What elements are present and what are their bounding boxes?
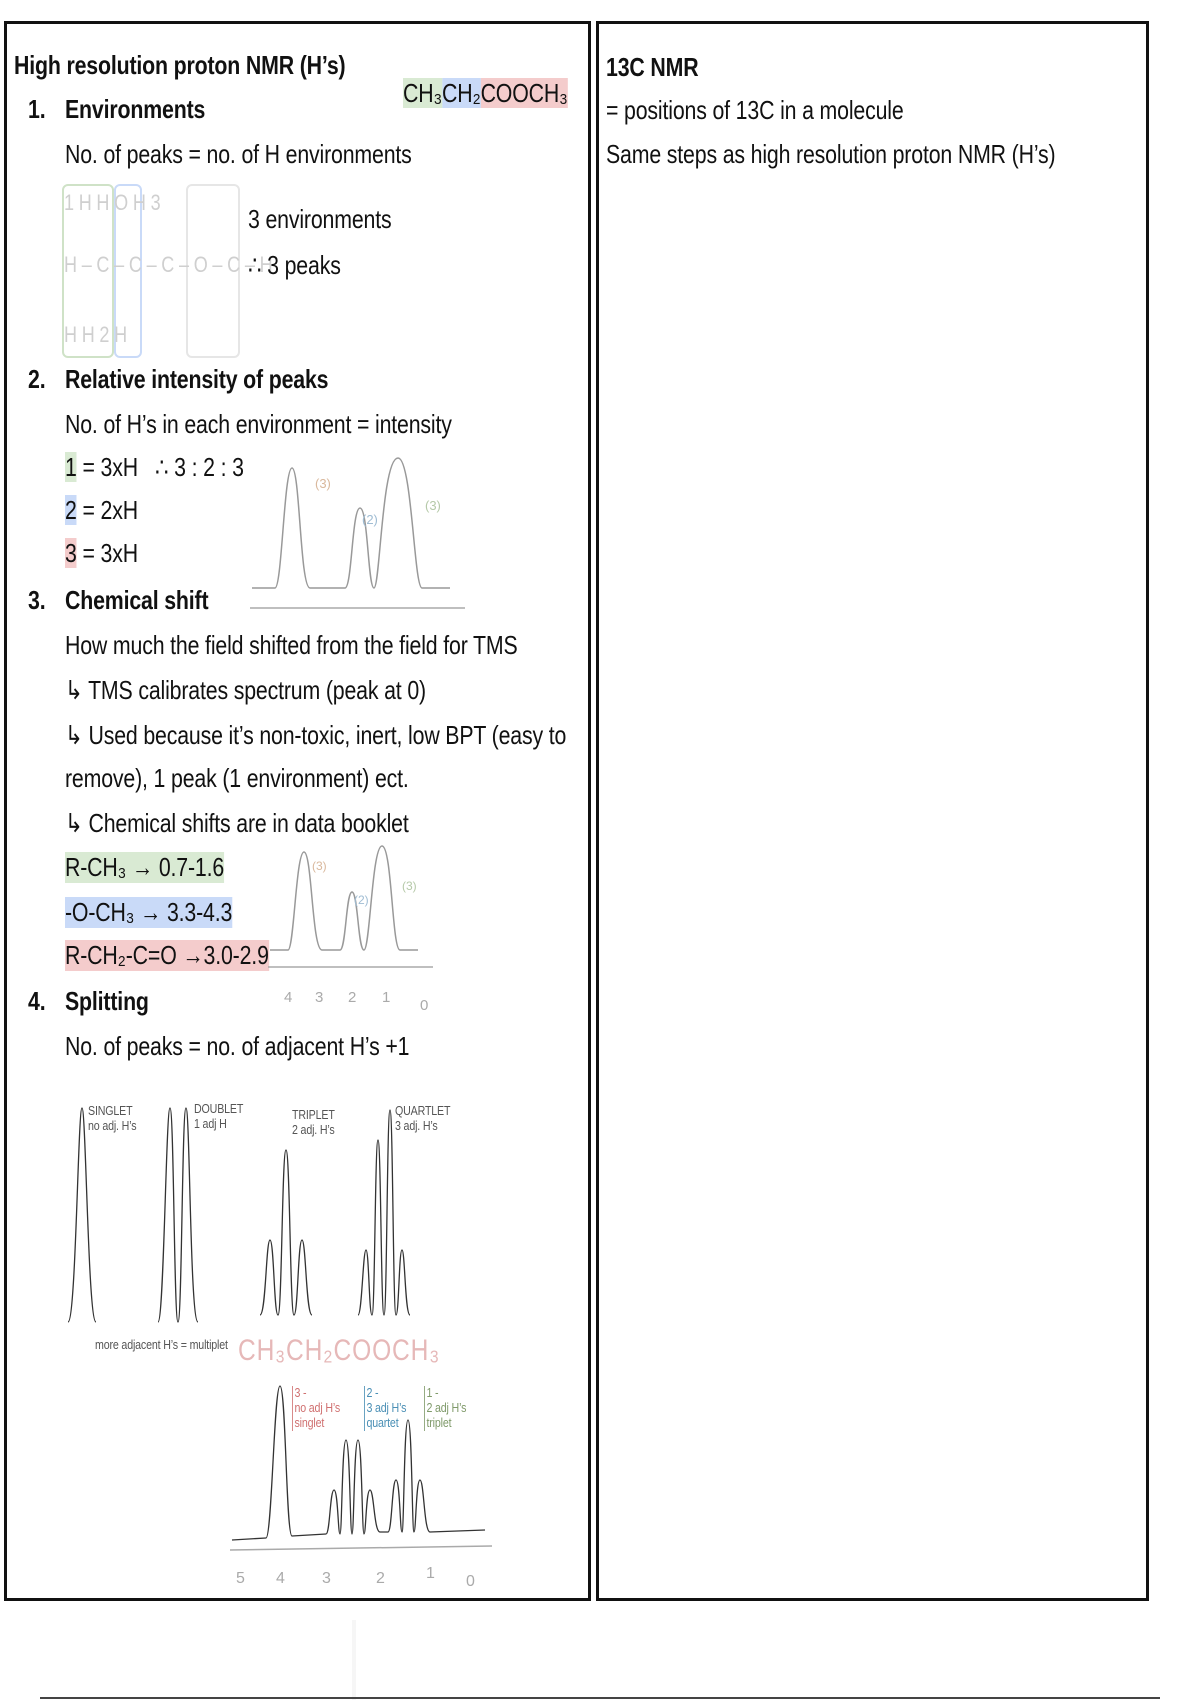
section-1-line: No. of peaks = no. of H environments <box>65 139 412 169</box>
env-3-tag: 3 <box>65 538 77 568</box>
shift-peak-label-a: (3) <box>312 859 327 873</box>
shift-o-ch3: -O-CH₃ → 3.3-4.3 <box>65 897 233 927</box>
doublet-label: DOUBLET 1 adj H <box>194 1101 244 1131</box>
intensity-ratio: ∴ 3 : 2 : 3 <box>155 452 244 482</box>
section-3-line: How much the field shifted from the field for TMS <box>65 630 518 660</box>
formula-cooch3: COOCH₃ <box>480 78 568 108</box>
doublet-peaks <box>158 1108 198 1322</box>
right-line-2: Same steps as high resolution proton NMR (H’s) <box>606 139 1056 169</box>
shift-peak-label-c: (3) <box>402 879 417 893</box>
formula-sketch: CH₃CH₂COOCH₃ <box>238 1334 441 1367</box>
env-1-tag: 1 <box>65 452 77 482</box>
quartet-label: QUARTLET 3 adj. H’s <box>395 1103 451 1133</box>
formula-label <box>403 78 568 109</box>
structure-top-row: 1 H H O H 3 <box>64 190 161 215</box>
environment-count: 3 environments <box>248 204 392 234</box>
env-2-value: = 2xH <box>76 495 138 525</box>
shift-peak-label-b: (2) <box>354 893 369 907</box>
section-1-heading: Environments <box>65 94 206 124</box>
structure-bottom-row: H H 2 H <box>64 322 128 347</box>
ester-axis-3: 3 <box>322 1570 331 1587</box>
shift-spectrum-sketch <box>268 842 448 1022</box>
left-title: High resolution proton NMR (H’s) <box>14 50 346 80</box>
right-title: 13C NMR <box>606 52 699 82</box>
intensity-peaks <box>252 458 450 588</box>
multiplet-note: more adjacent H’s = multiplet <box>95 1337 228 1352</box>
tms-bullet-1: ↳ TMS calibrates spectrum (peak at 0) <box>65 675 426 705</box>
ester-axis-1: 1 <box>426 1565 435 1582</box>
intensity-3 <box>65 538 138 569</box>
section-2-heading: Relative intensity of peaks <box>65 364 329 394</box>
singlet-label: SINGLET no adj. H’s <box>88 1103 137 1133</box>
ester-axis-5: 5 <box>236 1570 245 1587</box>
page-bottom-rule <box>40 1697 1160 1699</box>
intensity-peak-label-c: (3) <box>425 498 441 513</box>
section-1-number: 1. <box>28 94 46 124</box>
section-4-heading: Splitting <box>65 986 149 1016</box>
shift-r-ch2-co: R-CH₂-C=O →3.0-2.9 <box>65 940 269 970</box>
tms-bullet-2b: remove), 1 peak (1 environment) ect. <box>65 763 409 793</box>
shift-axis-0: 0 <box>420 997 429 1014</box>
ester-axis-2: 2 <box>376 1570 385 1587</box>
tms-bullet-3: ↳ Chemical shifts are in data booklet <box>65 808 409 838</box>
intensity-peak-label-b: (2) <box>362 512 378 527</box>
structure-middle-row: H – C – C – C – O – C – H <box>64 252 273 277</box>
tms-bullet-2a: ↳ Used because it’s non-toxic, inert, low BPT (easy to <box>65 720 567 750</box>
peak-count: ∴ 3 peaks <box>248 250 341 280</box>
intensity-1 <box>65 452 138 483</box>
triplet-label: TRIPLET 2 adj. H’s <box>292 1107 335 1137</box>
shift-peaks <box>270 846 418 950</box>
peak-1-annotation: 1 - 2 adj H’s triplet <box>424 1386 466 1431</box>
shift-axis-3: 3 <box>315 989 324 1006</box>
intensity-peak-label-a: (3) <box>315 476 331 491</box>
env-3-value: = 3xH <box>76 538 138 568</box>
peak-3-annotation: 3 - no adj H’s singlet <box>292 1386 340 1431</box>
right-line-1: = positions of 13C in a molecule <box>606 95 904 125</box>
formula-ch3: CH₃ <box>403 78 442 108</box>
section-3-heading: Chemical shift <box>65 585 209 615</box>
triplet-peaks <box>260 1150 312 1315</box>
propyl-ester-baseline <box>230 1546 492 1550</box>
intensity-2 <box>65 495 138 526</box>
scan-artifact <box>352 1620 356 1700</box>
peak-2-annotation: 2 - 3 adj H’s quartet <box>364 1386 406 1431</box>
intensity-spectrum-sketch <box>250 448 470 618</box>
section-4-line: No. of peaks = no. of adjacent H’s +1 <box>65 1031 410 1061</box>
shift-axis-2: 2 <box>348 989 357 1006</box>
ester-axis-0: 0 <box>466 1573 475 1590</box>
shift-r-ch3: R-CH₃ → 0.7-1.6 <box>65 852 225 882</box>
shift-axis-1: 1 <box>382 989 391 1006</box>
section-2-line: No. of H’s in each environment = intensity <box>65 409 452 439</box>
right-note-panel <box>596 21 1149 1601</box>
quartet-peaks <box>358 1110 410 1315</box>
shift-axis-4: 4 <box>284 989 293 1006</box>
env-2-tag: 2 <box>65 495 77 525</box>
section-2-number: 2. <box>28 364 46 394</box>
env-1-value: = 3xH <box>76 452 138 482</box>
structure-sketch <box>62 182 273 360</box>
section-4-number: 4. <box>28 986 46 1016</box>
singlet-peak <box>68 1108 96 1322</box>
section-3-number: 3. <box>28 585 46 615</box>
ester-axis-4: 4 <box>276 1570 285 1587</box>
formula-ch2: CH₂ <box>441 78 481 108</box>
